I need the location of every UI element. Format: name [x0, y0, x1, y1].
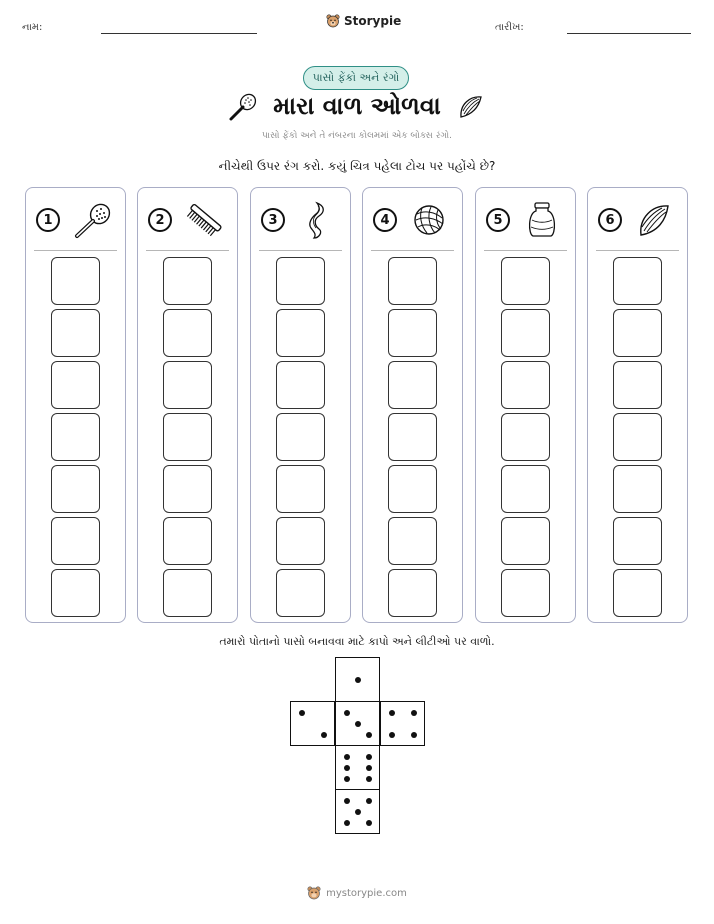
column-3 — [250, 187, 351, 623]
color-box[interactable] — [163, 465, 212, 513]
column-divider — [146, 250, 229, 251]
color-box[interactable] — [501, 361, 550, 409]
dice-pip — [366, 754, 372, 760]
yarn-ball-icon — [407, 200, 451, 240]
color-box[interactable] — [501, 569, 550, 617]
color-box[interactable] — [51, 569, 100, 617]
dice-pip — [355, 677, 361, 683]
color-box[interactable] — [163, 413, 212, 461]
instruction-top: નીચેથી ઉપર રંગ કરો. કયું ચિત્ર પહેલા ટોચ પર પહોંચે છે? — [218, 159, 496, 173]
date-line[interactable] — [567, 33, 691, 34]
color-box[interactable] — [51, 361, 100, 409]
column-divider — [34, 250, 117, 251]
dice-pip — [344, 710, 350, 716]
column-header — [138, 188, 237, 250]
column-5 — [475, 187, 576, 623]
color-box[interactable] — [501, 465, 550, 513]
dice-pip — [344, 776, 350, 782]
dice-face-bottom — [335, 789, 380, 834]
color-box[interactable] — [276, 361, 325, 409]
color-box[interactable] — [163, 361, 212, 409]
comb-icon — [182, 200, 226, 240]
column-number: 5 — [486, 208, 510, 232]
dice-pip — [366, 776, 372, 782]
color-box[interactable] — [163, 569, 212, 617]
dice-pip — [411, 732, 417, 738]
dice-pip — [299, 710, 305, 716]
dice-face-right — [380, 701, 425, 746]
color-box[interactable] — [388, 517, 437, 565]
color-box[interactable] — [613, 569, 662, 617]
name-label: નામ: — [22, 22, 43, 33]
column-divider — [259, 250, 342, 251]
dice-pip — [366, 732, 372, 738]
dice-face-top — [335, 657, 380, 702]
column-number: 3 — [261, 208, 285, 232]
column-header — [26, 188, 125, 250]
column-6 — [587, 187, 688, 623]
dice-pip — [355, 721, 361, 727]
color-box[interactable] — [613, 517, 662, 565]
column-4 — [362, 187, 463, 623]
column-2 — [137, 187, 238, 623]
column-header — [588, 188, 687, 250]
color-box[interactable] — [51, 257, 100, 305]
dice-face-center — [335, 701, 380, 746]
hair-tuft-icon — [632, 200, 676, 240]
dice-pip — [366, 798, 372, 804]
color-box[interactable] — [276, 309, 325, 357]
dice-pip — [344, 820, 350, 826]
color-box[interactable] — [163, 257, 212, 305]
column-1 — [25, 187, 126, 623]
color-box[interactable] — [276, 465, 325, 513]
dice-pip — [344, 754, 350, 760]
color-box[interactable] — [276, 413, 325, 461]
color-box[interactable] — [388, 361, 437, 409]
color-box[interactable] — [163, 309, 212, 357]
dice-pip — [344, 798, 350, 804]
dice-pip — [366, 820, 372, 826]
color-box[interactable] — [51, 517, 100, 565]
subtitle: પાસો ફેંકો અને તે નંબરના કોલમમાં એક બોક્સ રંગો. — [261, 131, 453, 141]
color-box[interactable] — [276, 257, 325, 305]
color-box[interactable] — [501, 257, 550, 305]
color-box[interactable] — [388, 413, 437, 461]
column-number: 4 — [373, 208, 397, 232]
color-box[interactable] — [501, 517, 550, 565]
color-box[interactable] — [276, 517, 325, 565]
color-box[interactable] — [388, 465, 437, 513]
column-divider — [484, 250, 567, 251]
color-box[interactable] — [51, 413, 100, 461]
dice-pip — [389, 710, 395, 716]
column-number: 1 — [36, 208, 60, 232]
dice-pip — [344, 765, 350, 771]
dice-face-left — [290, 701, 335, 746]
color-box[interactable] — [388, 257, 437, 305]
color-box[interactable] — [613, 413, 662, 461]
dice-pip — [389, 732, 395, 738]
color-box[interactable] — [388, 309, 437, 357]
name-line[interactable] — [101, 33, 257, 34]
color-box[interactable] — [163, 517, 212, 565]
brand-logo — [326, 14, 401, 28]
dice-pip — [411, 710, 417, 716]
footer — [0, 886, 714, 900]
title-hair-tuft-icon — [456, 92, 486, 122]
date-label: તારીખ: — [495, 22, 524, 33]
color-box[interactable] — [613, 257, 662, 305]
dice-face-lower — [335, 745, 380, 790]
column-number: 6 — [598, 208, 622, 232]
column-header — [363, 188, 462, 250]
instruction-bottom: તમારો પોતાનો પાસો બનાવવા માટે કાપો અને લીટીઓ પર વાળો. — [219, 635, 495, 648]
hair-lock-icon — [295, 200, 339, 240]
brand-name: Storypie — [344, 14, 402, 28]
hairbrush-icon — [70, 200, 114, 240]
color-box[interactable] — [501, 309, 550, 357]
bear-icon — [326, 14, 340, 28]
footer-url[interactable]: mystorypie.com — [326, 887, 407, 899]
column-divider — [596, 250, 679, 251]
dice-pip — [355, 809, 361, 815]
color-box[interactable] — [613, 465, 662, 513]
footer-bear-icon — [307, 886, 321, 900]
activity-tag: પાસો ફેંકો અને રંગો — [303, 66, 409, 90]
color-box[interactable] — [388, 569, 437, 617]
dice-pip — [321, 732, 327, 738]
dice-pip — [366, 765, 372, 771]
color-box[interactable] — [613, 309, 662, 357]
color-box[interactable] — [276, 569, 325, 617]
column-header — [251, 188, 350, 250]
column-header — [476, 188, 575, 250]
color-box[interactable] — [51, 465, 100, 513]
color-box[interactable] — [613, 361, 662, 409]
color-box[interactable] — [51, 309, 100, 357]
page-title: મારા વાળ ઓળવા — [273, 92, 441, 120]
color-box[interactable] — [501, 413, 550, 461]
column-number: 2 — [148, 208, 172, 232]
column-divider — [371, 250, 454, 251]
jar-icon — [520, 200, 564, 240]
